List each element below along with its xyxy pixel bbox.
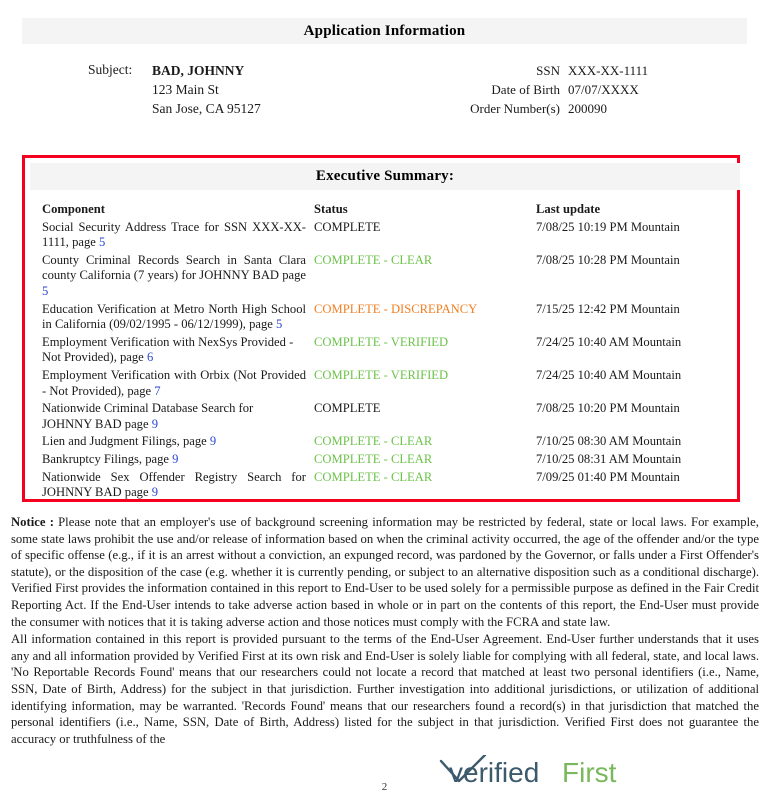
component-cell bbox=[42, 434, 314, 450]
meta-row-order-numbers bbox=[380, 100, 740, 118]
last-update-cell: 7/08/25 10:20 PM Mountain bbox=[536, 401, 680, 416]
meta-row-date-of-birth bbox=[380, 81, 740, 99]
application-meta-list bbox=[380, 62, 740, 119]
component-cell bbox=[42, 335, 314, 366]
status-cell: COMPLETE - VERIFIED bbox=[314, 334, 449, 349]
svg-text:First: First bbox=[562, 757, 617, 787]
page-link[interactable]: 5 bbox=[276, 317, 283, 332]
executive-summary-rows bbox=[42, 220, 732, 501]
component-label: Nationwide Criminal Database Search for JOHNNY BAD page bbox=[42, 401, 254, 431]
page-link[interactable]: 9 bbox=[151, 485, 159, 500]
order-numbers-label: Order Number(s) bbox=[470, 101, 560, 116]
subject-details bbox=[152, 61, 261, 118]
ssn-value: XXX-XX-1111 bbox=[568, 63, 649, 78]
column-header-last-update: Last update bbox=[536, 202, 601, 216]
status-cell: COMPLETE - CLEAR bbox=[314, 252, 433, 267]
component-cell bbox=[42, 253, 314, 300]
page-link[interactable]: 5 bbox=[42, 283, 49, 298]
status-cell: COMPLETE - CLEAR bbox=[314, 451, 433, 466]
status-cell: COMPLETE - VERIFIED bbox=[314, 367, 449, 382]
component-label: County Criminal Records Search in Santa Clara county California (7 years) for JOHNNY BAD page bbox=[42, 252, 306, 283]
disclaimer-paragraph: All information contained in this report is provided pursuant to the terms of the End-User Agreement. End-User further understands that it uses any and all information provided by Verified First at its own risk and End-User is solely liable for complying with all federal, state, and local laws. 'No Reportable Records Found' means that our researchers could not locate a record that matched at least two personal identifiers (i.e., Name, SSN, Date of Birth, Address) for the subject in that jurisdiction. Further investigation into additional jurisdictions, or utilization of additional identifying information, may be warranted. 'Records Found' means that our researchers found a record(s) in that jurisdiction that matched the personal identifiers (i.e., Name, SSN, Date of Birth, Address) listed for the subject in that jurisdiction. Verified First does not guarantee the accuracy or truthfulness of the bbox=[11, 632, 759, 746]
component-label: Employment Verification with NexSys Provided - Not Provided), page bbox=[42, 334, 294, 365]
last-update-cell: 7/08/25 10:28 PM Mountain bbox=[536, 252, 680, 267]
page-link[interactable]: 7 bbox=[154, 383, 161, 398]
subject-address-line-1: 123 Main St bbox=[152, 82, 219, 97]
page-link[interactable]: 6 bbox=[146, 350, 154, 365]
page-link[interactable]: 9 bbox=[151, 416, 159, 431]
component-label: Social Security Address Trace for SSN XXX-XX-1111, page bbox=[42, 219, 306, 250]
table-row bbox=[42, 368, 732, 399]
meta-row-ssn bbox=[380, 62, 740, 80]
notice-body: Please note that an employer's use of background screening information may be restricted by federal, state or local laws. For example, some state laws prohibit the use and/or release of information based on when the criminal activity occurred, the age of the offender and/or the type of specific offense (e.g., if it is an arrest without a conviction, an expunged record, was pardoned by the Governor, or falls under a First Offender's statute), or the disposition of the case (e.g. whether it is currently pending, or subject to an alternative disposition such as a conditional discharge). Verified First provides the information contained in this report to End-User to be used solely for a permissible purpose as defined in the Fair Credit Reporting Act. If the End-User intends to take adverse action based in whole or in part on the contents of this report, the End-User must provide the consumer with notices that it is taking adverse action and those notices must comply with the FCRA and state law. bbox=[11, 515, 759, 629]
component-label: Employment Verification with Orbix (Not Provided - Not Provided), page bbox=[42, 367, 306, 398]
notice-label: Notice : bbox=[11, 515, 54, 529]
component-label: Lien and Judgment Filings, page bbox=[42, 434, 210, 449]
date-of-birth-label: Date of Birth bbox=[491, 82, 560, 97]
table-row bbox=[42, 452, 732, 468]
component-cell bbox=[42, 220, 314, 251]
executive-summary-title: Executive Summary: bbox=[30, 163, 740, 190]
status-cell: COMPLETE - CLEAR bbox=[314, 469, 433, 484]
order-numbers-value: 200090 bbox=[568, 101, 607, 116]
table-row bbox=[42, 220, 732, 251]
page-link[interactable]: 9 bbox=[172, 451, 179, 466]
last-update-cell: 7/09/25 01:40 PM Mountain bbox=[536, 469, 680, 484]
table-row bbox=[42, 253, 732, 300]
table-row bbox=[42, 302, 732, 333]
page-number: 2 bbox=[381, 781, 388, 793]
ssn-label: SSN bbox=[536, 63, 560, 78]
table-row bbox=[42, 335, 732, 366]
last-update-cell: 7/10/25 08:30 AM Mountain bbox=[536, 434, 682, 449]
status-cell: COMPLETE - DISCREPANCY bbox=[314, 301, 478, 316]
executive-summary-table bbox=[42, 202, 732, 503]
column-header-component: Component bbox=[42, 202, 105, 216]
component-label: Education Verification at Metro North High School in California (09/02/1995 - 06/12/1999), page bbox=[42, 301, 306, 332]
last-update-cell: 7/15/25 12:42 PM Mountain bbox=[536, 301, 680, 316]
page-link[interactable]: 9 bbox=[209, 434, 217, 449]
table-row bbox=[42, 401, 732, 432]
table-row bbox=[42, 434, 732, 450]
component-label: Nationwide Sex Offender Registry Search for JOHNNY BAD page bbox=[42, 469, 306, 500]
application-information-title: Application Information bbox=[22, 18, 747, 44]
table-row bbox=[42, 470, 732, 501]
table-header-row bbox=[42, 202, 732, 218]
application-information-section bbox=[0, 60, 769, 130]
legal-notice-section bbox=[11, 514, 759, 747]
svg-text:verified: verified bbox=[449, 757, 540, 787]
component-cell bbox=[42, 368, 314, 399]
last-update-cell: 7/10/25 08:31 AM Mountain bbox=[536, 451, 682, 466]
subject-address-line-2: San Jose, CA 95127 bbox=[152, 101, 261, 116]
date-of-birth-value: 07/07/XXXX bbox=[568, 82, 639, 97]
last-update-cell: 7/24/25 10:40 AM Mountain bbox=[536, 334, 682, 349]
status-cell: COMPLETE - CLEAR bbox=[314, 434, 433, 449]
notice-paragraph bbox=[11, 514, 759, 630]
column-header-status: Status bbox=[314, 202, 348, 216]
component-cell bbox=[42, 452, 314, 468]
component-cell bbox=[42, 401, 314, 432]
last-update-cell: 7/24/25 10:40 AM Mountain bbox=[536, 367, 682, 382]
subject-label: Subject: bbox=[88, 62, 133, 77]
subject-name: BAD, JOHNNY bbox=[152, 63, 245, 78]
last-update-cell: 7/08/25 10:19 PM Mountain bbox=[536, 219, 680, 234]
page-link[interactable]: 5 bbox=[99, 235, 106, 250]
status-cell: COMPLETE bbox=[314, 219, 381, 234]
component-cell bbox=[42, 470, 314, 501]
component-label: Bankruptcy Filings, page bbox=[42, 451, 173, 466]
component-cell bbox=[42, 302, 314, 333]
status-cell: COMPLETE bbox=[314, 401, 381, 416]
